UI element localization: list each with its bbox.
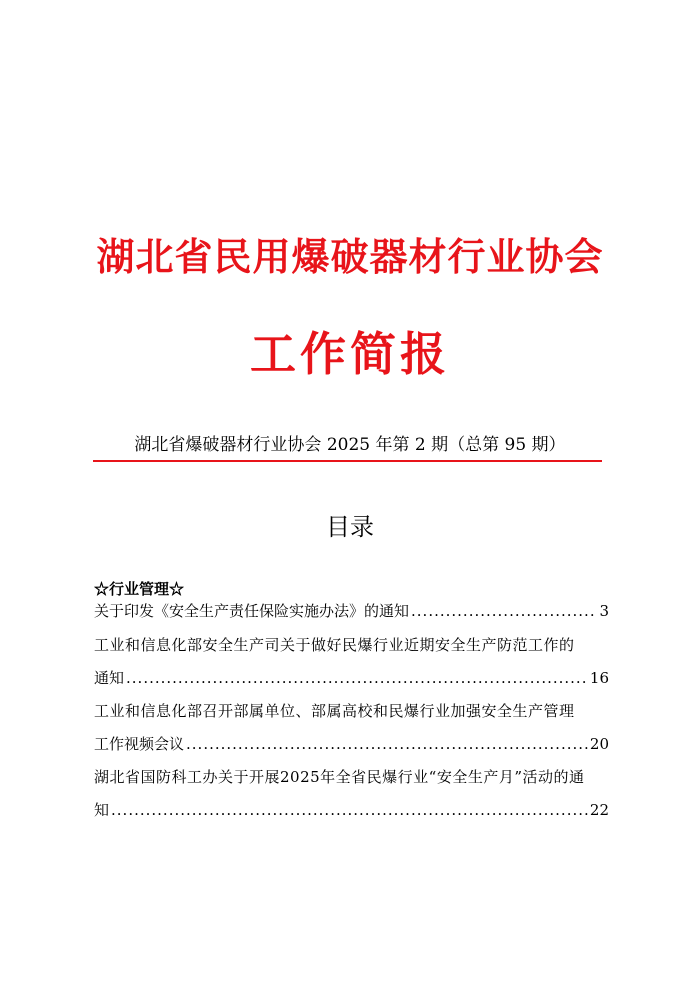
toc-entry-2-title[interactable]: 工业和信息化部安全生产司关于做好民爆行业近期安全生产防范工作的: [94, 636, 575, 654]
toc-heading: 目录: [326, 513, 374, 541]
toc-entry-1[interactable]: [94, 600, 609, 622]
toc-entry-4[interactable]: [94, 799, 609, 821]
toc-entry-3-title[interactable]: 工业和信息化部召开部属单位、部属高校和民爆行业加强安全生产管理: [94, 702, 575, 720]
organization-title: 湖北省民用爆破器材行业协会: [96, 234, 604, 279]
issue-number: 湖北省爆破器材行业协会 2025 年第 2 期（总第 95 期）: [134, 435, 566, 455]
header-divider: [93, 460, 602, 462]
bulletin-title: 工作简报: [250, 327, 450, 381]
toc-entry-title-cont: 知: [94, 801, 110, 819]
toc-entry-page: 22: [589, 801, 609, 819]
toc-leader-dots: [126, 667, 588, 689]
toc-entry-page: 3: [599, 602, 609, 620]
toc-leader-dots: [111, 799, 588, 821]
toc-entry-page: 16: [589, 669, 609, 687]
toc-leader-dots: [411, 600, 597, 622]
toc-entry-page: 20: [589, 735, 609, 753]
toc-entry-title-cont: 通知: [94, 669, 125, 687]
toc-entry-title-cont: 工作视频会议: [94, 735, 185, 753]
toc-entry-4-title[interactable]: 湖北省国防科工办关于开展2025年全省民爆行业“安全生产月”活动的通: [94, 768, 585, 786]
toc-entry-3[interactable]: [94, 733, 609, 755]
toc-entry-2[interactable]: [94, 667, 609, 689]
toc-section-label: ☆行业管理☆: [94, 580, 185, 598]
toc-entry-title: 关于印发《安全生产责任保险实施办法》的通知: [94, 602, 410, 620]
toc-leader-dots: [186, 733, 588, 755]
